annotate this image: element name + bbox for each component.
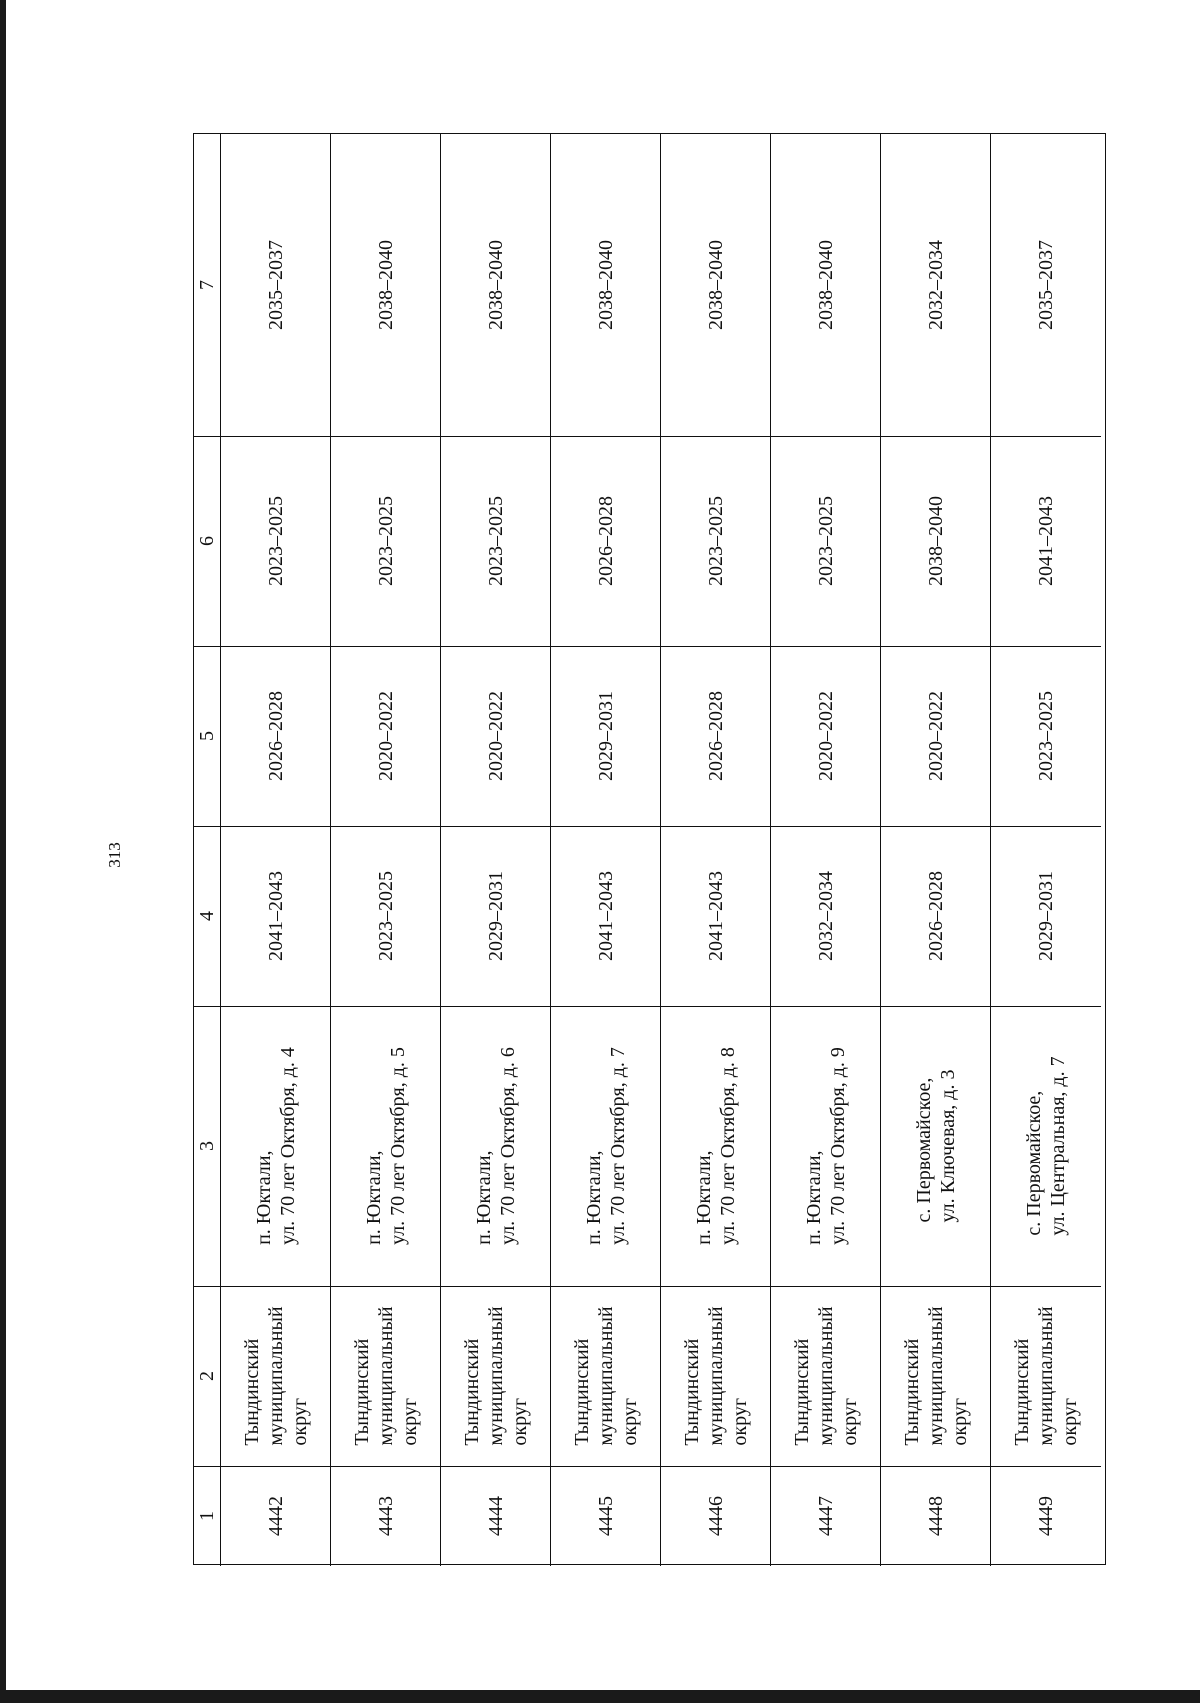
cell-district-line: муниципальный <box>375 1306 397 1446</box>
cell-c7-text: 2038–2040 <box>375 240 397 330</box>
column-divider <box>551 436 661 437</box>
cell-id <box>991 1466 1101 1566</box>
cell-c5-text: 2020–2022 <box>375 691 397 781</box>
cell-id <box>331 1466 441 1566</box>
header-cell-2 <box>194 1286 220 1466</box>
cell-district-text <box>790 1306 862 1445</box>
cell-address-line: с. Первомайское, <box>913 1077 935 1223</box>
table-row <box>880 134 991 1566</box>
cell-c5-text: 2020–2022 <box>485 691 507 781</box>
cell-c6-text: 2023–2025 <box>815 496 837 586</box>
cell-district <box>771 1286 881 1466</box>
column-divider <box>661 1466 771 1467</box>
cell-address-line: ул. 70 лет Октября, д. 9 <box>827 1047 849 1245</box>
column-divider <box>771 436 881 437</box>
cell-c6 <box>881 436 991 646</box>
cell-address <box>551 1006 661 1286</box>
header-cell-2-text: 2 <box>196 1371 218 1381</box>
cell-c6 <box>221 436 331 646</box>
table-row <box>990 134 1101 1566</box>
cell-address-text <box>692 1047 740 1245</box>
cell-district-line: муниципальный <box>485 1306 507 1446</box>
cell-c5-text: 2026–2028 <box>705 691 727 781</box>
column-divider <box>661 1006 771 1007</box>
cell-address-text <box>1022 1056 1070 1235</box>
cell-id <box>221 1466 331 1566</box>
cell-c7-text: 2038–2040 <box>485 240 507 330</box>
cell-district <box>881 1286 991 1466</box>
cell-district-line: Тындинский <box>571 1338 593 1446</box>
cell-district-line: округ <box>399 1397 421 1446</box>
column-divider <box>771 826 881 827</box>
cell-c4-text: 2029–2031 <box>1035 871 1057 961</box>
cell-district-line: Тындинский <box>1011 1338 1033 1446</box>
cell-id-text: 4446 <box>705 1496 727 1536</box>
cell-address-text <box>582 1047 630 1245</box>
cell-c5-text: 2026–2028 <box>265 691 287 781</box>
column-divider <box>194 826 220 827</box>
table-row <box>660 134 771 1566</box>
cell-address-line: с. Первомайское, <box>1023 1090 1045 1236</box>
cell-c6-text: 2038–2040 <box>925 496 947 586</box>
cell-c5 <box>661 646 771 826</box>
cell-district-line: округ <box>619 1397 641 1446</box>
cell-address-line: п. Юктали, <box>253 1150 275 1245</box>
cell-id <box>881 1466 991 1566</box>
cell-c5 <box>221 646 331 826</box>
column-divider <box>881 1286 991 1287</box>
column-divider <box>991 826 1101 827</box>
cell-district <box>331 1286 441 1466</box>
column-divider <box>194 1286 220 1287</box>
column-divider <box>661 826 771 827</box>
cell-district-text <box>680 1306 752 1445</box>
cell-address-line: ул. 70 лет Октября, д. 8 <box>717 1047 739 1245</box>
cell-c4 <box>771 826 881 1006</box>
cell-c6 <box>441 436 551 646</box>
header-cell-4 <box>194 826 220 1006</box>
cell-district-line: Тындинский <box>351 1338 373 1446</box>
cell-c5 <box>551 646 661 826</box>
column-divider <box>441 826 551 827</box>
column-divider <box>194 646 220 647</box>
column-divider <box>441 1286 551 1287</box>
cell-c7-text: 2038–2040 <box>815 240 837 330</box>
cell-c7-text: 2032–2034 <box>925 240 947 330</box>
header-cell-4-text: 4 <box>196 911 218 921</box>
cell-c7 <box>991 134 1101 436</box>
cell-address-text <box>472 1047 520 1245</box>
column-divider <box>441 646 551 647</box>
cell-c7 <box>661 134 771 436</box>
column-divider <box>221 646 331 647</box>
cell-c4-text: 2026–2028 <box>925 871 947 961</box>
cell-district-text <box>1010 1306 1082 1445</box>
cell-district-line: округ <box>949 1397 971 1446</box>
cell-id-text: 4442 <box>265 1496 287 1536</box>
cell-c4 <box>551 826 661 1006</box>
cell-address <box>661 1006 771 1286</box>
cell-c7-text: 2035–2037 <box>265 240 287 330</box>
cell-address-line: ул. 70 лет Октября, д. 5 <box>387 1047 409 1245</box>
column-divider <box>441 436 551 437</box>
header-cell-5 <box>194 646 220 826</box>
header-cell-3 <box>194 1006 220 1286</box>
cell-c4 <box>881 826 991 1006</box>
column-divider <box>331 1286 441 1287</box>
cell-c6 <box>991 436 1101 646</box>
scan-edge-left <box>0 0 6 1690</box>
column-divider <box>991 436 1101 437</box>
cell-id-text: 4444 <box>485 1496 507 1536</box>
cell-district-line: Тындинский <box>791 1338 813 1446</box>
cell-c6 <box>331 436 441 646</box>
column-divider <box>991 646 1101 647</box>
cell-id-text: 4449 <box>1035 1496 1057 1536</box>
cell-c7 <box>771 134 881 436</box>
cell-district-text <box>240 1306 312 1445</box>
cell-c6-text: 2023–2025 <box>375 496 397 586</box>
column-divider <box>991 1466 1101 1467</box>
header-cell-6-text: 6 <box>196 536 218 546</box>
cell-c5 <box>881 646 991 826</box>
cell-district-line: муниципальный <box>1035 1306 1057 1446</box>
cell-address-text <box>912 1070 960 1223</box>
column-divider <box>991 1286 1101 1287</box>
column-divider <box>194 1006 220 1007</box>
header-row <box>194 134 220 1566</box>
cell-c4 <box>441 826 551 1006</box>
cell-district-line: Тындинский <box>901 1338 923 1446</box>
column-divider <box>551 1286 661 1287</box>
cell-c5-text: 2029–2031 <box>595 691 617 781</box>
cell-district-line: муниципальный <box>705 1306 727 1446</box>
cell-c7-text: 2038–2040 <box>705 240 727 330</box>
cell-address <box>221 1006 331 1286</box>
column-divider <box>771 646 881 647</box>
cell-district-line: округ <box>729 1397 751 1446</box>
cell-district-text <box>460 1306 532 1445</box>
header-cell-3-text: 3 <box>196 1141 218 1151</box>
column-divider <box>551 646 661 647</box>
cell-district-line: округ <box>1059 1397 1081 1446</box>
cell-district-line: муниципальный <box>595 1306 617 1446</box>
table-row <box>330 134 441 1566</box>
cell-c6-text: 2023–2025 <box>485 496 507 586</box>
cell-c6-text: 2023–2025 <box>265 496 287 586</box>
cell-address-line: ул. 70 лет Октября, д. 6 <box>497 1047 519 1245</box>
column-divider <box>441 1466 551 1467</box>
cell-id-text: 4447 <box>815 1496 837 1536</box>
cell-c7 <box>441 134 551 436</box>
cell-district <box>991 1286 1101 1466</box>
cell-c6 <box>551 436 661 646</box>
cell-c7-text: 2038–2040 <box>595 240 617 330</box>
cell-address-line: ул. Ключевая, д. 3 <box>937 1069 959 1223</box>
column-divider <box>194 436 220 437</box>
cell-c6-text: 2041–2043 <box>1035 496 1057 586</box>
column-divider <box>221 436 331 437</box>
header-cell-1 <box>194 1466 220 1566</box>
column-divider <box>441 1006 551 1007</box>
column-divider <box>194 1466 220 1467</box>
header-cell-7 <box>194 134 220 436</box>
cell-c7-text: 2035–2037 <box>1035 240 1057 330</box>
cell-c5 <box>771 646 881 826</box>
table-row <box>220 134 331 1566</box>
cell-c4-text: 2041–2043 <box>595 871 617 961</box>
cell-c7 <box>551 134 661 436</box>
cell-district-text <box>900 1306 972 1445</box>
column-divider <box>551 1466 661 1467</box>
cell-c7 <box>221 134 331 436</box>
data-table <box>193 133 1106 1565</box>
column-divider <box>221 1286 331 1287</box>
cell-address-line: п. Юктали, <box>803 1150 825 1245</box>
column-divider <box>331 646 441 647</box>
column-divider <box>881 826 991 827</box>
cell-district-line: муниципальный <box>815 1306 837 1446</box>
cell-c4 <box>661 826 771 1006</box>
cell-district-line: округ <box>839 1397 861 1446</box>
column-divider <box>661 436 771 437</box>
cell-id-text: 4445 <box>595 1496 617 1536</box>
table-row <box>550 134 661 1566</box>
cell-c5-text: 2020–2022 <box>815 691 837 781</box>
cell-c4-text: 2023–2025 <box>375 871 397 961</box>
cell-c7 <box>331 134 441 436</box>
cell-c4-text: 2041–2043 <box>265 871 287 961</box>
cell-district-line: округ <box>289 1397 311 1446</box>
cell-district-text <box>570 1306 642 1445</box>
column-divider <box>881 1466 991 1467</box>
cell-c4-text: 2032–2034 <box>815 871 837 961</box>
cell-district-line: муниципальный <box>265 1306 287 1446</box>
cell-district-line: округ <box>509 1397 531 1446</box>
column-divider <box>331 826 441 827</box>
cell-address-line: п. Юктали, <box>693 1150 715 1245</box>
column-divider <box>661 1286 771 1287</box>
cell-address-line: ул. Центральная, д. 7 <box>1047 1056 1069 1236</box>
column-divider <box>221 826 331 827</box>
cell-c4-text: 2041–2043 <box>705 871 727 961</box>
cell-address-line: п. Юктали, <box>583 1150 605 1245</box>
column-divider <box>881 646 991 647</box>
cell-c5 <box>331 646 441 826</box>
cell-c4 <box>331 826 441 1006</box>
column-divider <box>881 1006 991 1007</box>
cell-address <box>881 1006 991 1286</box>
cell-district-line: муниципальный <box>925 1306 947 1446</box>
column-divider <box>771 1286 881 1287</box>
page-number: 313 <box>105 842 124 868</box>
cell-c5-text: 2023–2025 <box>1035 691 1057 781</box>
cell-c6 <box>661 436 771 646</box>
cell-address <box>331 1006 441 1286</box>
cell-district <box>661 1286 771 1466</box>
cell-id-text: 4443 <box>375 1496 397 1536</box>
cell-address <box>991 1006 1101 1286</box>
cell-address-text <box>802 1047 850 1245</box>
cell-c6 <box>771 436 881 646</box>
column-divider <box>221 1006 331 1007</box>
column-divider <box>991 1006 1101 1007</box>
column-divider <box>221 1466 331 1467</box>
table-row <box>770 134 881 1566</box>
cell-address-text <box>362 1047 410 1245</box>
cell-address <box>771 1006 881 1286</box>
cell-c5 <box>441 646 551 826</box>
header-cell-6 <box>194 436 220 646</box>
cell-district-line: Тындинский <box>241 1338 263 1446</box>
cell-address-line: ул. 70 лет Октября, д. 7 <box>607 1047 629 1245</box>
cell-c4 <box>221 826 331 1006</box>
column-divider <box>331 1466 441 1467</box>
cell-address <box>441 1006 551 1286</box>
cell-id-text: 4448 <box>925 1496 947 1536</box>
cell-address-line: ул. 70 лет Октября, д. 4 <box>277 1047 299 1245</box>
header-cell-1-text: 1 <box>196 1511 218 1521</box>
column-divider <box>881 436 991 437</box>
cell-c5-text: 2020–2022 <box>925 691 947 781</box>
cell-district <box>441 1286 551 1466</box>
cell-address-line: п. Юктали, <box>363 1150 385 1245</box>
cell-c5 <box>991 646 1101 826</box>
column-divider <box>551 1006 661 1007</box>
cell-address-line: п. Юктали, <box>473 1150 495 1245</box>
cell-address-text <box>252 1047 300 1245</box>
cell-c4 <box>991 826 1101 1006</box>
cell-id <box>661 1466 771 1566</box>
table-row <box>440 134 551 1566</box>
cell-id <box>771 1466 881 1566</box>
header-cell-7-text: 7 <box>196 280 218 290</box>
column-divider <box>661 646 771 647</box>
header-cell-5-text: 5 <box>196 731 218 741</box>
cell-c6-text: 2023–2025 <box>705 496 727 586</box>
cell-c4-text: 2029–2031 <box>485 871 507 961</box>
cell-district <box>551 1286 661 1466</box>
cell-district-line: Тындинский <box>681 1338 703 1446</box>
column-divider <box>331 1006 441 1007</box>
scan-edge-bottom <box>0 1690 1200 1703</box>
cell-district-text <box>350 1306 422 1445</box>
cell-district <box>221 1286 331 1466</box>
cell-id <box>441 1466 551 1566</box>
column-divider <box>771 1466 881 1467</box>
cell-c7 <box>881 134 991 436</box>
cell-c6-text: 2026–2028 <box>595 496 617 586</box>
cell-district-line: Тындинский <box>461 1338 483 1446</box>
cell-id <box>551 1466 661 1566</box>
column-divider <box>551 826 661 827</box>
column-divider <box>331 436 441 437</box>
column-divider <box>771 1006 881 1007</box>
